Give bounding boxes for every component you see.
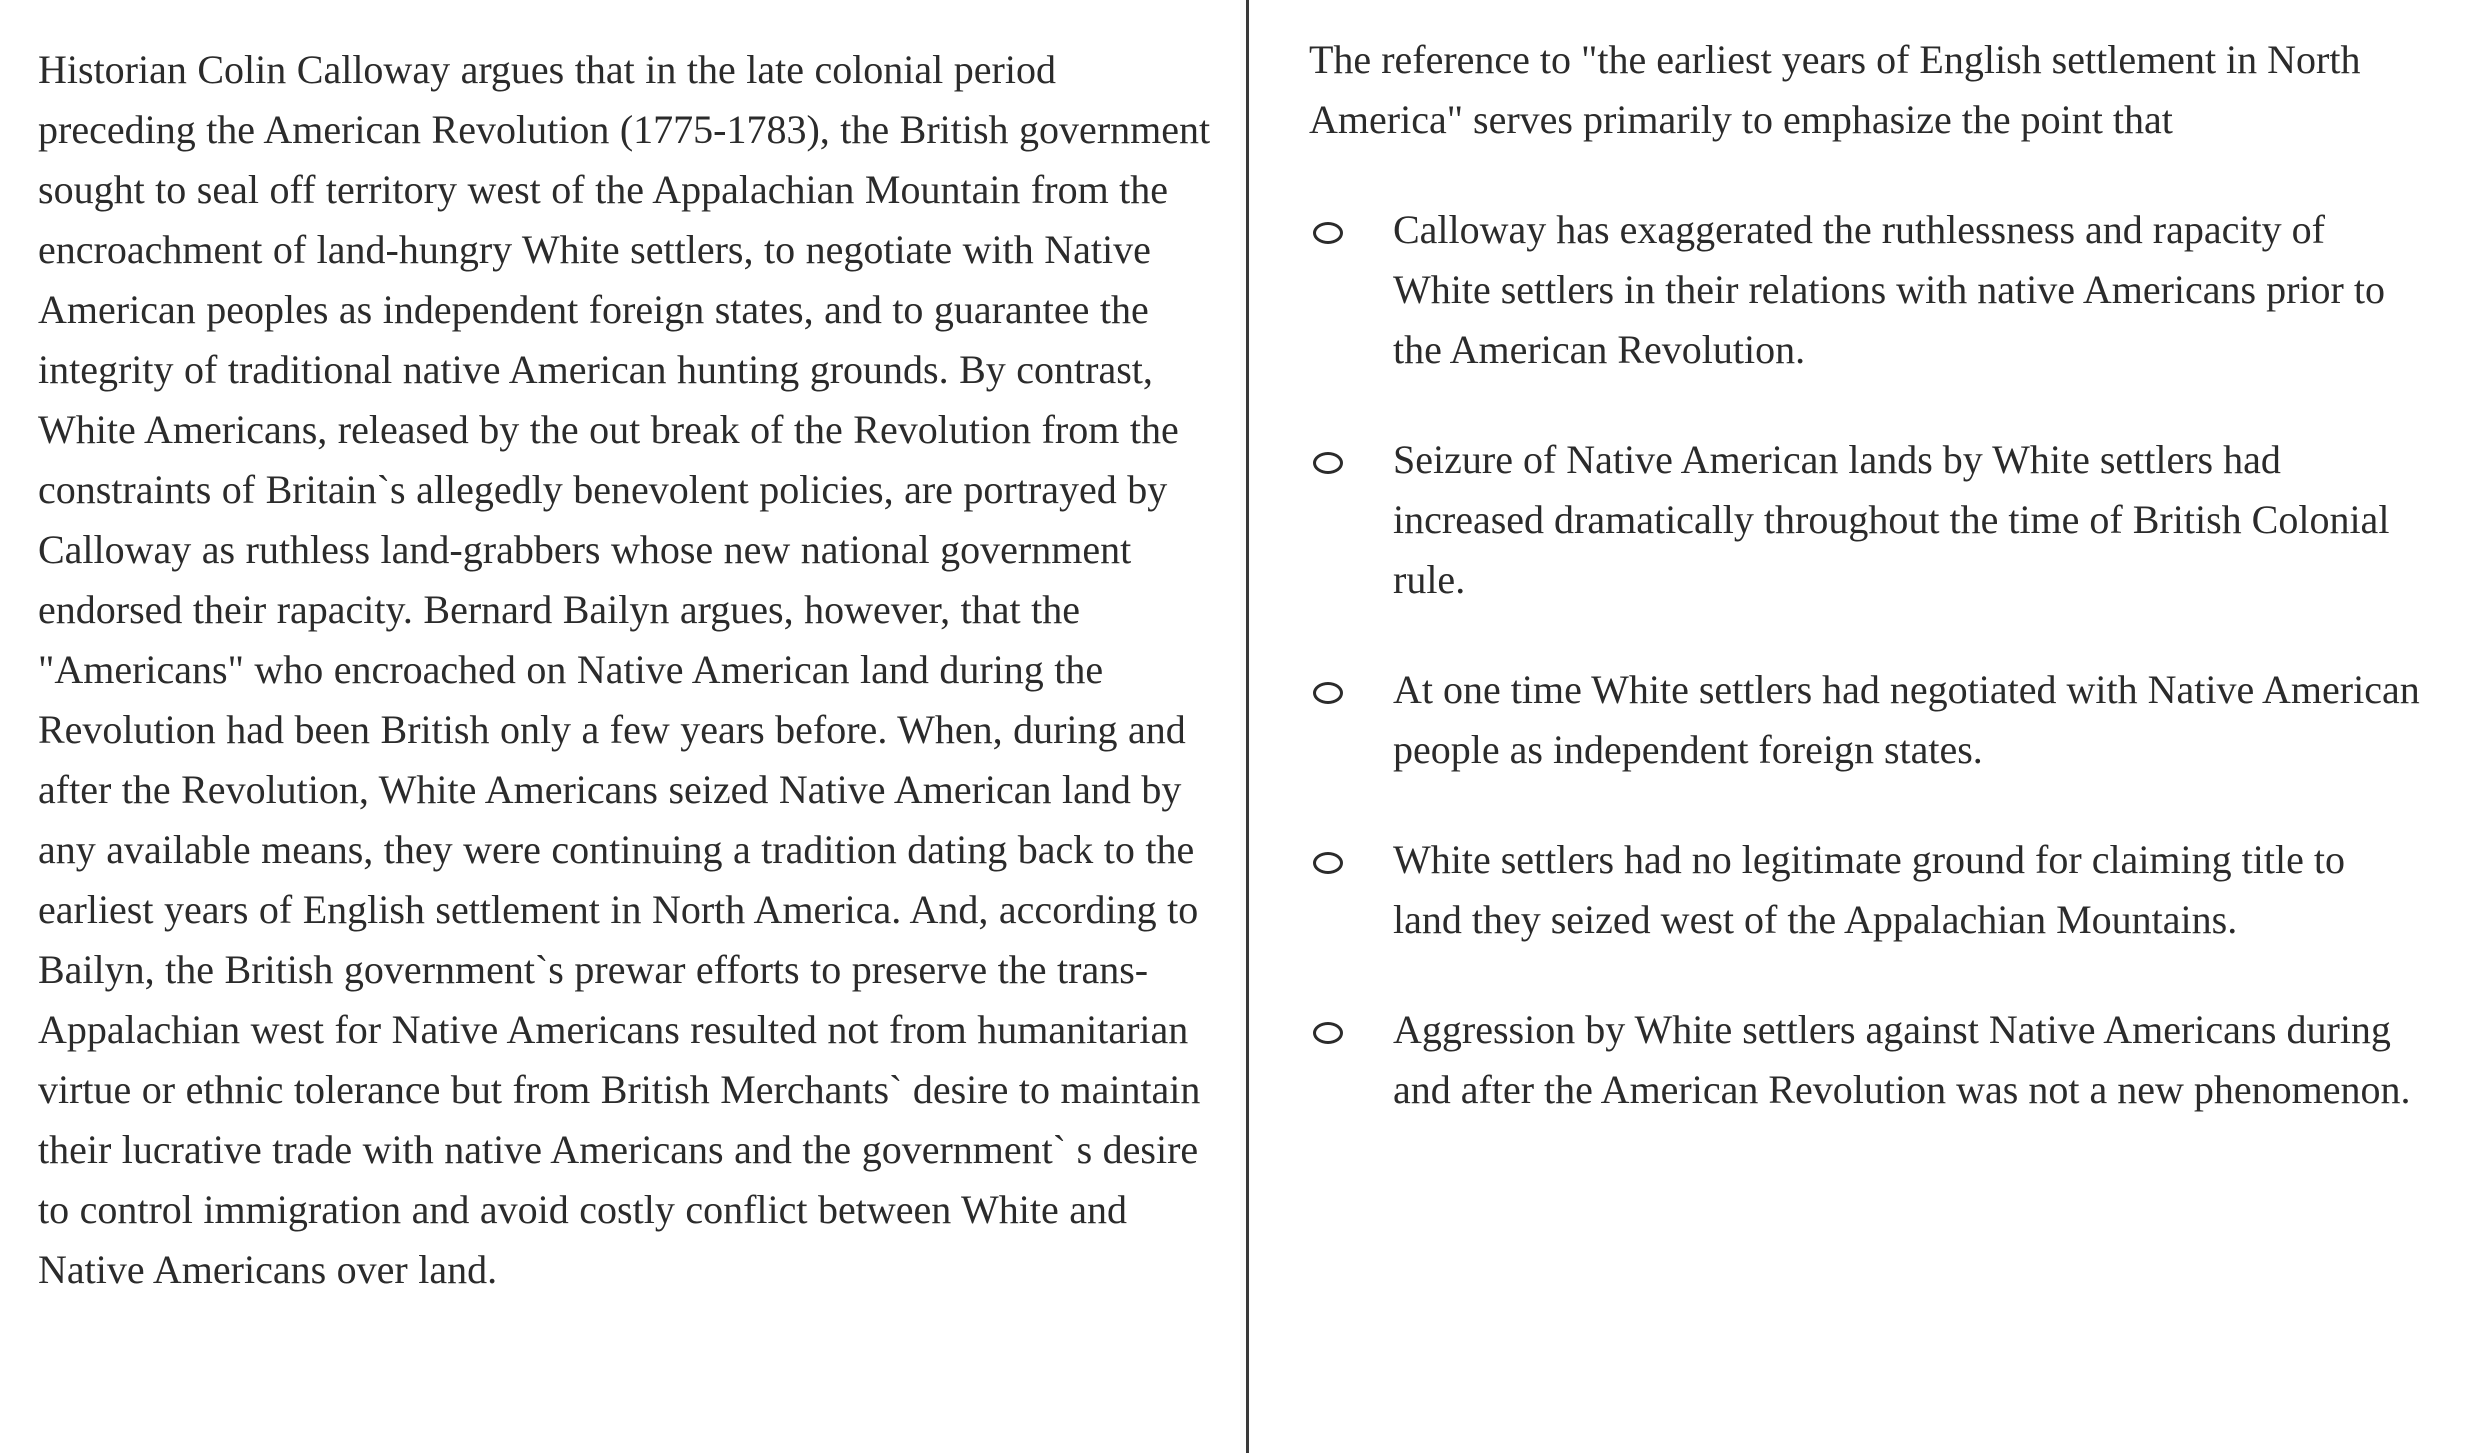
answer-choices [1309, 200, 2469, 1120]
answer-choice-a[interactable] [1309, 200, 2469, 380]
answer-text-b: Seizure of Native American lands by White settlers had increased dramatically throughout the time of British Colonial rule. [1393, 437, 2390, 602]
answer-text-c: At one time White settlers had negotiated with Native American people as independent foreign states. [1393, 667, 2420, 772]
radio-button-c[interactable] [1313, 682, 1343, 704]
radio-button-d[interactable] [1313, 852, 1343, 874]
question-pane [1249, 0, 2473, 1453]
radio-button-e[interactable] [1313, 1022, 1343, 1044]
answer-text-e: Aggression by White settlers against Native Americans during and after the American Revolution was not a new phenomenon. [1393, 1007, 2411, 1112]
answer-choice-b[interactable] [1309, 430, 2469, 610]
question-stem: The reference to "the earliest years of English settlement in North America" serves primarily to emphasize the point that [1309, 37, 2361, 142]
answer-choice-d[interactable] [1309, 830, 2469, 950]
passage-text: Historian Colin Calloway argues that in the late colonial period preceding the American Revolution (1775-1783), the British government sought to seal off territory west of the Appalachian Mountain from the encroachment of land-hungry White settlers, to negotiate with Native American peoples as independent foreign states, and to guarantee the integrity of traditional native American hunting grounds. By contrast, White Americans, released by the out break of the Revolution from the constraints of Britain`s allegedly benevolent policies, are portrayed by Calloway as ruthless land-grabbers whose new national government endorsed their rapacity. Bernard Bailyn argues, however, that the "Americans" who encroached on Native American land during the Revolution had been British only a few years before. When, during and after the Revolution, White Americans seized Native American land by any available means, they were continuing a tradition dating back to the earliest years of English settlement in North America. And, according to Bailyn, the British government`s prewar efforts to preserve the trans-Appalachian west for Native Americans resulted not from humanitarian virtue or ethnic tolerance but from British Merchants` desire to maintain their lucrative trade with native Americans and the government` s desire to control immigration and avoid costly conflict between White and Native Americans over land. [38, 47, 1211, 1292]
radio-button-a[interactable] [1313, 222, 1343, 244]
answer-choice-e[interactable] [1309, 1000, 2469, 1120]
radio-button-b[interactable] [1313, 452, 1343, 474]
answer-text-a: Calloway has exaggerated the ruthlessness and rapacity of White settlers in their relations with native Americans prior to the American Revolution. [1393, 207, 2385, 372]
answer-choice-c[interactable] [1309, 660, 2469, 780]
answer-text-d: White settlers had no legitimate ground for claiming title to land they seized west of the Appalachian Mountains. [1393, 837, 2345, 942]
